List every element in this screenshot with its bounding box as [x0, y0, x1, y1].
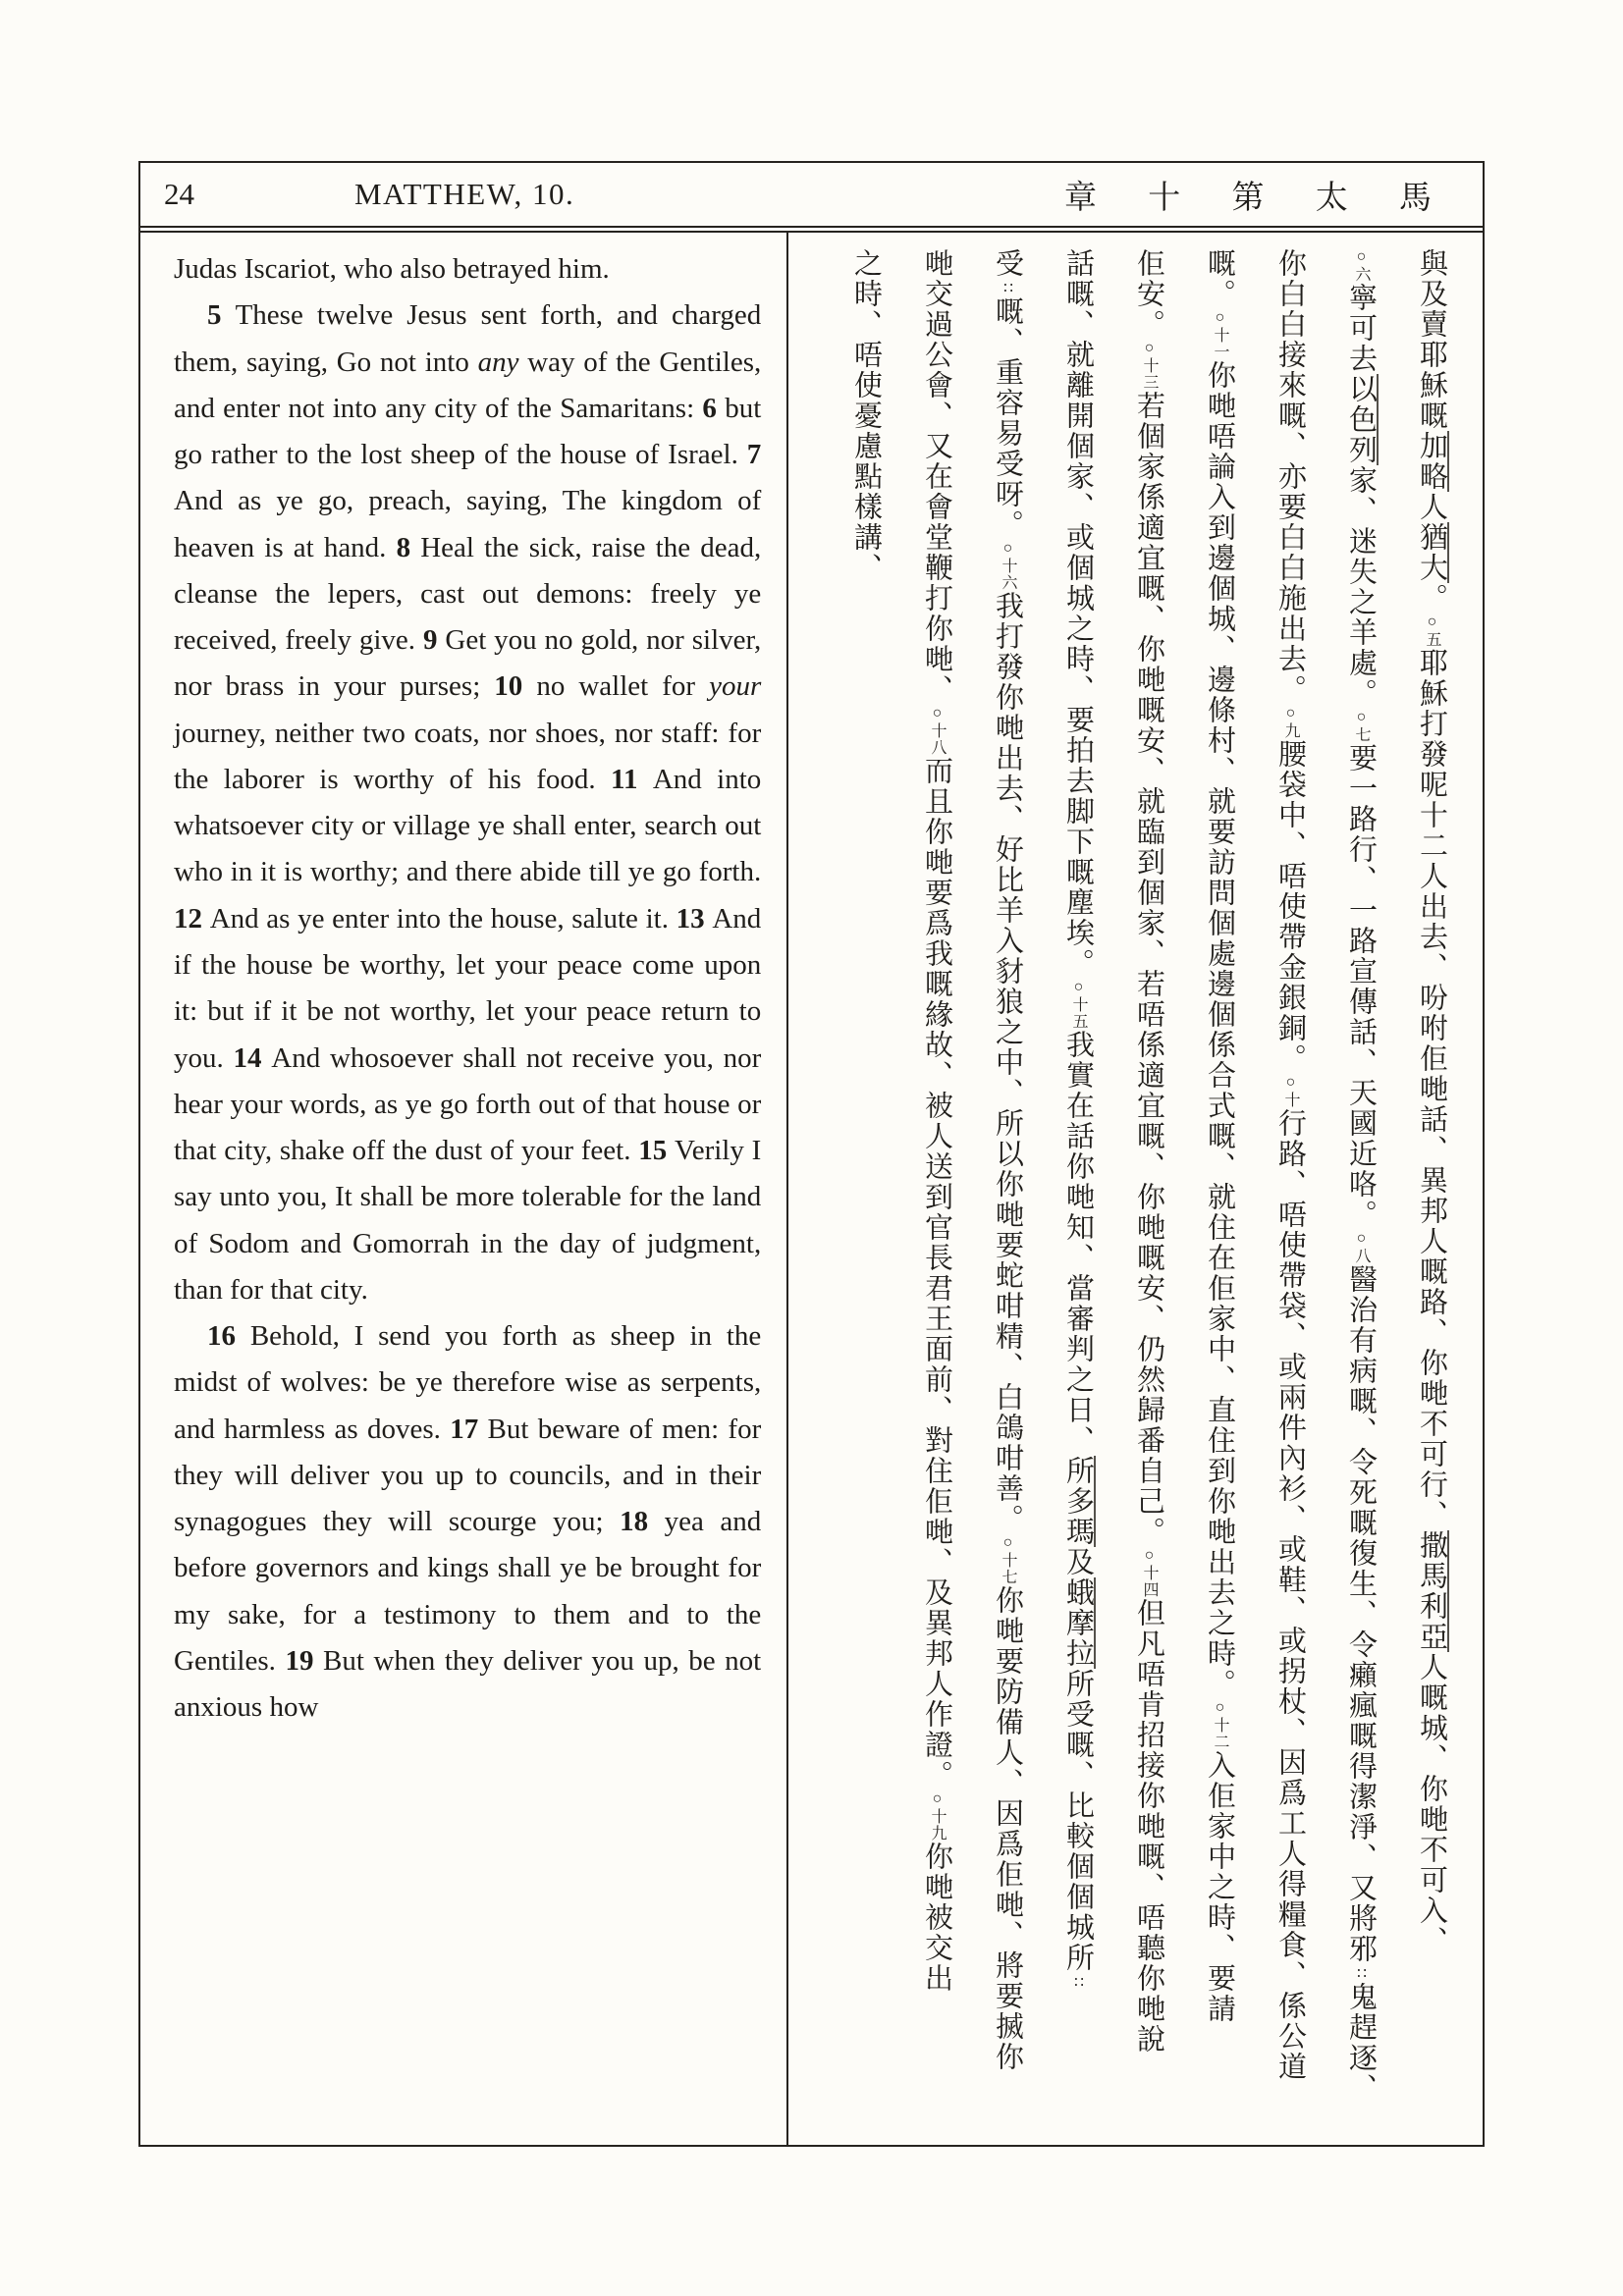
chinese-text: 之時、唔使憂慮點樣講、 [850, 248, 882, 583]
verse-marker: ○六 [1353, 248, 1370, 283]
verse-text: Behold, I send you forth as sheep in the midst of wolves: be ye therefore wise as serpents, and harmless as doves. [174, 1320, 762, 1445]
chinese-text-column [901, 248, 972, 2135]
verse-number: 13 [676, 902, 713, 934]
verse-marker: ○十一 [1212, 309, 1228, 360]
verse-text: no wallet for [536, 670, 710, 703]
verse-text: journey, neither two coats, nor shoes, nor staff: for the laborer is worthy of his food. [174, 717, 762, 795]
verse-number: 6 [702, 392, 726, 424]
italic-word: any [477, 346, 519, 378]
chinese-text: 嘅、重容易受呀。 [992, 296, 1023, 540]
verse-marker: ○十三 [1141, 340, 1158, 391]
verse-text: But beware of men: for they will deliver you up to councils, and in their synagogues they will scourge you; [174, 1413, 762, 1538]
chinese-text: 而且你哋要爲我嘅緣故、被人送到官長君王面前、對住佢哋、及異邦人作證。 [921, 756, 952, 1790]
verse-marker: ○十六 [1000, 540, 1016, 591]
chinese-text: 要一路行、一路宣傳話、天國近咯。 [1345, 743, 1377, 1230]
chinese-text: 入佢家中之時、要請 [1204, 1750, 1235, 2024]
verse-text: way of the Gentiles, and enter not into any city of the Samaritans: [174, 346, 762, 424]
chinese-text: 所受嘅、比較個個城所 [1062, 1669, 1094, 1973]
english-paragraph [174, 1313, 761, 1731]
chinese-text: 你哋唔論入到邊個城、邊條村、就要訪問個處邊個係合式嘅、就住在佢家中、直住到你哋出去之時。 [1204, 360, 1235, 1699]
chinese-text: 醫治有病嘅、令死嘅復生、令癩瘋嘅得潔淨、又將邪 [1345, 1264, 1377, 1964]
verse-text: Heal the sick, raise the dead, cleanse the lepers, cast out demons: freely ye received, freely give. [174, 531, 762, 657]
verse-marker: ○九 [1282, 705, 1299, 739]
running-head-right [788, 163, 1483, 226]
verse-text: yea and before governors and kings shall ye be brought for my sake, for a testimony to them and to the Gentiles. [174, 1506, 762, 1677]
chinese-text: 你哋被交出 [921, 1842, 952, 1994]
running-head [140, 163, 1483, 233]
running-head-title-chinese: 章 十 第 太 馬 [1064, 180, 1453, 216]
chinese-text: 若個家係適宜嘅、你哋嘅安、就臨到個家、若唔係適宜嘅、你哋嘅安、仍然歸番自己。 [1133, 391, 1164, 1547]
verse-number: 9 [422, 624, 446, 657]
verse-marker: ○十二 [1212, 1699, 1228, 1750]
chinese-text: 及 [1062, 1547, 1094, 1577]
verse-number: 16 [207, 1320, 250, 1353]
verse-text: And as ye go, preach, saying, The kingdom of heaven is at hand. [174, 485, 762, 563]
chinese-text-column [1325, 248, 1396, 2135]
chinese-text: 耶穌打發呢十二人出去、吩咐佢哋話、異邦人嘅路、你哋不可行、 [1416, 648, 1447, 1530]
verse-text: And as ye enter into the house, salute it. [209, 902, 676, 934]
verse-marker: ○十四 [1141, 1547, 1158, 1598]
proper-name-mark: 以色列 [1345, 374, 1377, 465]
chinese-text: 鬼趕逐、 [1345, 1982, 1377, 2104]
verse-marker: ○十七 [1000, 1534, 1016, 1585]
running-head-left [140, 163, 788, 226]
verse-number: 15 [638, 1135, 675, 1167]
emphasis-dots: ∷ [1070, 1973, 1086, 1991]
chinese-text-column [972, 248, 1043, 2135]
verse-number: 5 [207, 299, 236, 332]
verse-text: And if the house be worthy, let your peace come upon it: but if it be not worthy, let your peace return to you. [174, 902, 762, 1074]
english-paragraph [174, 246, 761, 293]
verse-number: 18 [620, 1506, 665, 1538]
verse-marker: ○十 [1282, 1074, 1299, 1108]
chinese-text-column [831, 248, 901, 2135]
verse-marker: ○五 [1424, 614, 1440, 648]
chinese-text: 但凡唔肯招接你哋嘅、唔聽你哋說 [1133, 1598, 1164, 2055]
emphasis-dots: ∷ [1353, 1964, 1369, 1982]
chinese-text: 佢安。 [1133, 248, 1164, 340]
chinese-text: 人 [1416, 492, 1447, 522]
verse-text: Get you no gold, nor silver, nor brass in your purses; [174, 624, 762, 703]
chinese-text: 受 [992, 248, 1023, 279]
page-number: 24 [164, 177, 194, 211]
proper-name-mark: 猶大 [1416, 522, 1447, 583]
chinese-text-column [1396, 248, 1467, 2135]
document-frame [138, 161, 1485, 2147]
english-column [140, 233, 788, 2145]
verse-number: 10 [494, 670, 537, 703]
verse-text: And into whatsoever city or village ye shall enter, search out who in it is worthy; and there abide till ye go forth. [174, 763, 762, 888]
verse-number: 8 [396, 531, 421, 563]
chinese-text-column [1184, 248, 1255, 2135]
chinese-text: 行路、唔使帶袋、或兩件內衫、或鞋、或拐杖、因爲工人得糧食、係公道 [1274, 1108, 1306, 2082]
chinese-text: 寧可去 [1345, 283, 1377, 374]
english-paragraph [174, 293, 761, 1313]
chinese-text: 我打發你哋出去、好比羊入豺狼之中、所以你哋要蛇咁精、白鴿咁善。 [992, 591, 1023, 1534]
verse-number: 14 [233, 1041, 272, 1074]
verse-marker: ○七 [1353, 709, 1370, 743]
chinese-text-column [1113, 248, 1184, 2135]
verse-number: 12 [174, 902, 210, 934]
verse-number: 17 [450, 1413, 488, 1445]
proper-name-mark: 撒馬利亞 [1416, 1530, 1447, 1652]
verse-text: And whosoever shall not receive you, nor hear your words, as ye go forth out of that house or that city, shake off the dust of your feet. [174, 1041, 762, 1167]
chinese-text: 你哋要防備人、因爲佢哋、將要搣你 [992, 1585, 1023, 2072]
chinese-text-column [1043, 248, 1113, 2135]
verse-number: 11 [611, 763, 653, 795]
verse-marker: ○十八 [929, 705, 946, 756]
verse-text: Judas Iscariot, who also betrayed him. [174, 253, 610, 285]
chinese-text: 與及賣耶穌嘅 [1416, 248, 1447, 431]
proper-name-mark: 加略 [1416, 431, 1447, 492]
chinese-text: 腰袋中、唔使帶金銀銅。 [1274, 739, 1306, 1074]
verse-marker: ○八 [1353, 1230, 1370, 1264]
chinese-text: 我實在話你哋知、當審判之日、 [1062, 1030, 1094, 1456]
verse-number: 19 [285, 1644, 324, 1677]
verse-text: but go rather to the lost sheep of the house of Israel. [174, 392, 762, 471]
verse-number: 7 [746, 439, 762, 471]
verse-text: These twelve Jesus sent forth, and charged them, saying, Go not into [174, 299, 762, 378]
chinese-column-area [788, 233, 1483, 2145]
proper-name-mark: 蛾摩拉 [1062, 1577, 1094, 1669]
verse-marker: ○十五 [1070, 979, 1087, 1030]
verse-text: Verily I say unto you, It shall be more tolerable for the land of Sodom and Gomorrah in the day of judgment, than for that city. [174, 1135, 762, 1306]
verse-marker: ○十九 [929, 1790, 946, 1842]
italic-word: your [709, 670, 762, 703]
chinese-text-column [1255, 248, 1325, 2135]
page-body [140, 233, 1483, 2145]
chinese-text: 你白白接來嘅、亦要白白施出去。 [1274, 248, 1306, 705]
chinese-text: 人嘅城、你哋不可入、 [1416, 1652, 1447, 1956]
chinese-text: 哋交過公會、又在會堂鞭打你哋、 [921, 248, 952, 705]
chinese-text: 家、迷失之羊處。 [1345, 465, 1377, 709]
chinese-text: 嘅。 [1204, 248, 1235, 309]
proper-name-mark: 所多瑪 [1062, 1456, 1094, 1547]
chinese-text: 話嘅、就離開個家、或個城之時、要拍去脚下嘅塵埃。 [1062, 248, 1094, 979]
chinese-text: 。 [1416, 583, 1447, 614]
verse-text: But when they deliver you up, be not anxious how [174, 1644, 762, 1724]
running-head-title-english: MATTHEW, 10. [353, 177, 575, 211]
emphasis-dots: ∷ [1000, 279, 1015, 296]
